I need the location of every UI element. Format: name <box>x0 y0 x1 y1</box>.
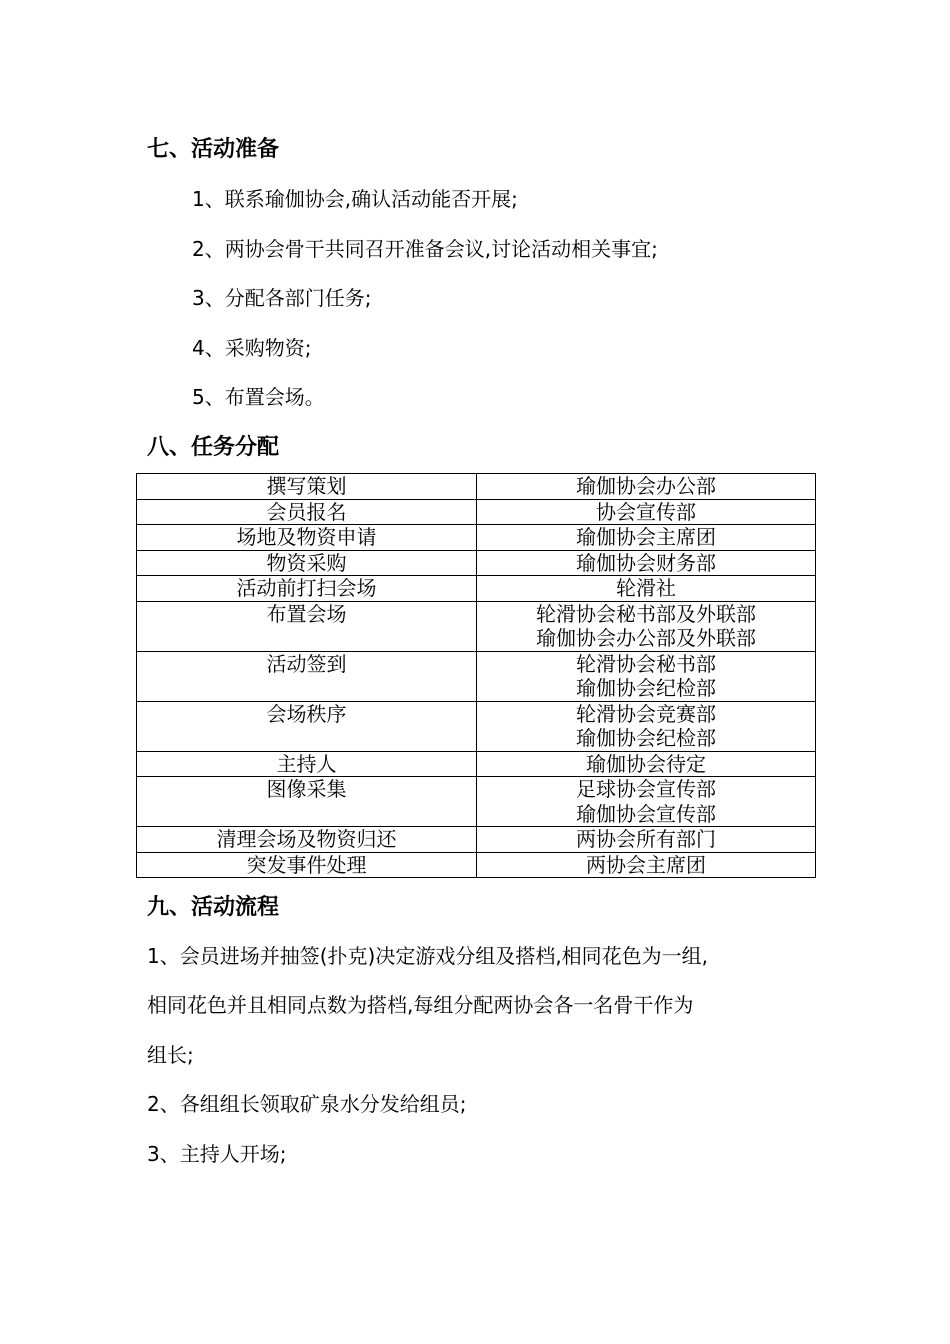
owner-cell: 轮滑协会竞赛部 瑜伽协会纪检部 <box>477 701 816 751</box>
owner-cell: 瑜伽协会待定 <box>477 751 816 777</box>
section-heading-preparation: 七、活动准备 <box>147 137 280 162</box>
task-cell: 会员报名 <box>137 499 477 525</box>
flow-paragraph-line: 相同花色并且相同点数为搭档,每组分配两协会各一名骨干作为 <box>147 993 694 1017</box>
table-row <box>137 550 816 576</box>
prep-item: 2、两协会骨干共同召开准备会议,讨论活动相关事宜; <box>192 237 658 261</box>
owner-cell: 瑜伽协会财务部 <box>477 550 816 576</box>
owner-cell: 轮滑协会秘书部 瑜伽协会纪检部 <box>477 651 816 701</box>
task-cell: 会场秩序 <box>137 701 477 751</box>
table-row <box>137 701 816 751</box>
prep-item: 5、布置会场。 <box>192 385 325 409</box>
prep-item: 1、联系瑜伽协会,确认活动能否开展; <box>192 187 518 211</box>
table-row <box>137 651 816 701</box>
owner-cell: 瑜伽协会办公部 <box>477 474 816 500</box>
task-assignment-table <box>136 473 816 878</box>
owner-cell: 两协会主席团 <box>477 852 816 878</box>
table-row <box>137 474 816 500</box>
section-heading-task-assignment: 八、任务分配 <box>147 435 280 460</box>
section-heading-activity-flow: 九、活动流程 <box>147 895 280 920</box>
task-cell: 撰写策划 <box>137 474 477 500</box>
flow-paragraph-line: 3、主持人开场; <box>147 1142 287 1166</box>
task-cell: 主持人 <box>137 751 477 777</box>
owner-cell: 瑜伽协会主席团 <box>477 525 816 551</box>
prep-item: 4、采购物资; <box>192 336 312 360</box>
task-cell: 突发事件处理 <box>137 852 477 878</box>
prep-item: 3、分配各部门任务; <box>192 286 372 310</box>
task-cell: 活动前打扫会场 <box>137 576 477 602</box>
task-cell: 布置会场 <box>137 601 477 651</box>
task-cell: 物资采购 <box>137 550 477 576</box>
flow-paragraph-line: 组长; <box>147 1043 194 1067</box>
owner-cell: 两协会所有部门 <box>477 827 816 853</box>
table-row <box>137 601 816 651</box>
table-row <box>137 827 816 853</box>
owner-cell: 轮滑协会秘书部及外联部 瑜伽协会办公部及外联部 <box>477 601 816 651</box>
owner-cell: 协会宣传部 <box>477 499 816 525</box>
table-row <box>137 576 816 602</box>
table-row <box>137 852 816 878</box>
table-row <box>137 777 816 827</box>
flow-paragraph-line: 2、各组组长领取矿泉水分发给组员; <box>147 1092 467 1116</box>
owner-cell: 轮滑社 <box>477 576 816 602</box>
task-cell: 图像采集 <box>137 777 477 827</box>
task-cell: 活动签到 <box>137 651 477 701</box>
task-cell: 场地及物资申请 <box>137 525 477 551</box>
table-row <box>137 751 816 777</box>
table-row <box>137 499 816 525</box>
flow-paragraph-line: 1、会员进场并抽签(扑克)决定游戏分组及搭档,相同花色为一组, <box>147 944 709 968</box>
owner-cell: 足球协会宣传部 瑜伽协会宣传部 <box>477 777 816 827</box>
table-row <box>137 525 816 551</box>
task-cell: 清理会场及物资归还 <box>137 827 477 853</box>
